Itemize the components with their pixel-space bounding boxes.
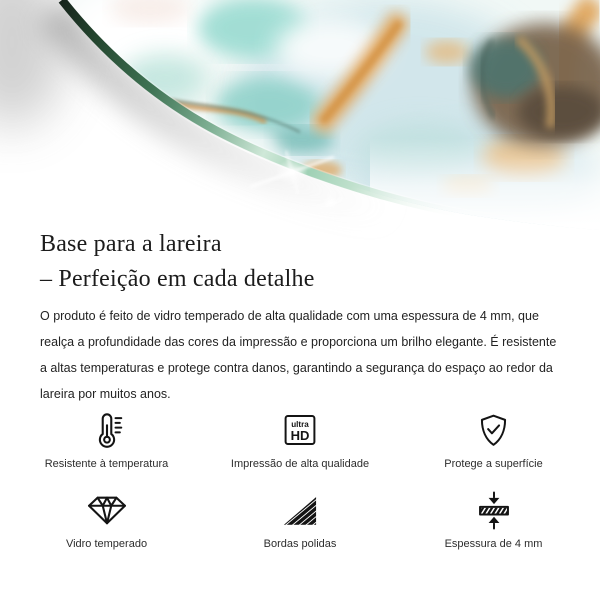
page-title-line2: – Perfeição em cada detalhe (40, 266, 315, 292)
feature-label: Vidro temperado (65, 538, 148, 550)
feature-temperature (24, 409, 189, 470)
features-row-1 (0, 409, 600, 470)
feature-label: Impressão de alta qualidade (230, 458, 370, 470)
feature-thickness (411, 489, 576, 550)
svg-text:ultra: ultra (291, 419, 309, 429)
diamond-icon (85, 489, 129, 531)
ultra-hd-icon (282, 409, 318, 451)
feature-label: Resistente à temperatura (44, 458, 169, 470)
feature-polished-edges (218, 489, 383, 550)
feature-label: Protege a superfície (444, 458, 543, 470)
page-title-line1: Base para a lareira (40, 231, 222, 257)
product-description: O produto é feito de vidro temperado de alta qualidade com uma espessura de 4 mm, que realça a profundidade das cores da impressão e proporciona um brilho elegante. É resistente a altas temperaturas e protege contra danos, garantindo a segurança do espaço ao redor da lareira por muitos anos. (40, 309, 557, 401)
feature-label: Bordas polidas (263, 538, 337, 550)
feature-tempered-glass (24, 489, 189, 550)
feature-protection (411, 409, 576, 470)
shield-check-icon (475, 409, 512, 451)
feature-print-quality (218, 409, 383, 470)
features-row-2 (0, 489, 600, 550)
thickness-press-icon (476, 489, 512, 531)
svg-text:HD: HD (290, 427, 310, 443)
feature-label: Espessura de 4 mm (444, 538, 543, 550)
glass-panel-artwork (0, 0, 600, 262)
polished-edges-icon (282, 489, 318, 531)
thermometer-icon (88, 409, 126, 451)
page-title (40, 227, 315, 297)
